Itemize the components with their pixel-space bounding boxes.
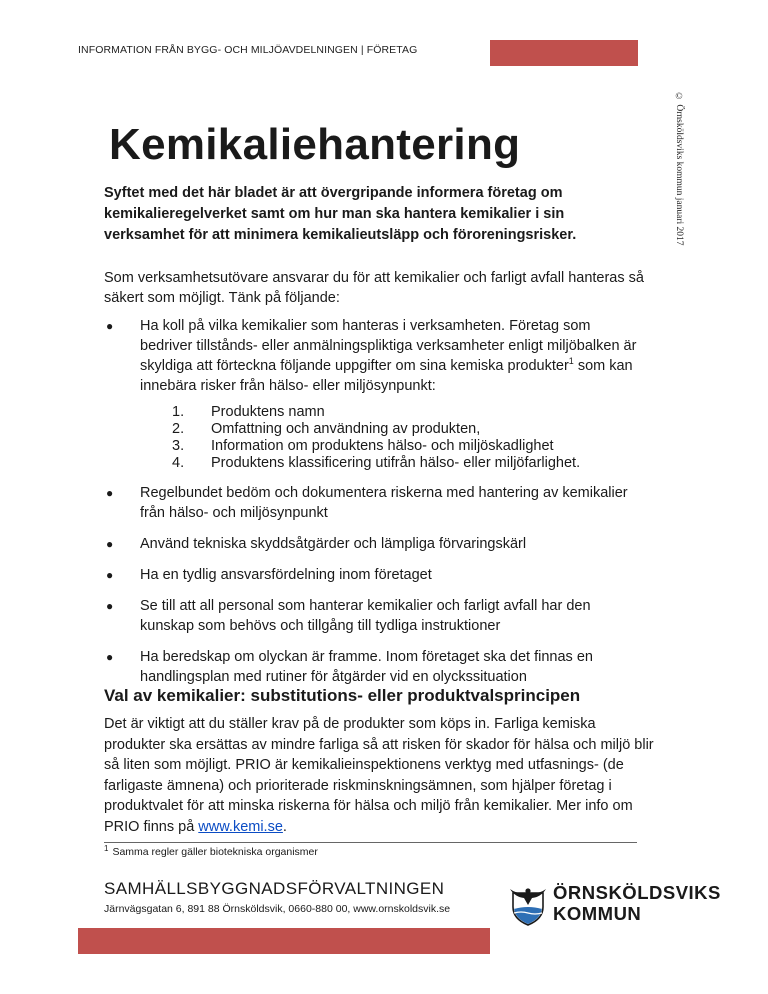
header-text: INFORMATION FRÅN BYGG- OCH MILJÖAVDELNINGEN | FÖRETAG bbox=[78, 44, 418, 56]
bullet-text: Ha beredskap om olyckan är framme. Inom företaget ska det finnas en handlingsplan med rutiner för åtgärder vid en olyckssituation bbox=[140, 649, 593, 685]
numbered-item bbox=[172, 455, 644, 472]
item-text: Omfattning och användning av produkten, bbox=[211, 421, 481, 437]
header-accent-bar bbox=[490, 40, 638, 66]
section-text-end: . bbox=[282, 818, 287, 835]
bullet-text: Se till att all personal som hanterar kemikalier och farligt avfall har den kunskap som behövs och tillgång till tydliga instruktioner bbox=[140, 598, 591, 634]
bullet-icon: ● bbox=[106, 568, 114, 582]
bullet-text: Använd tekniska skyddsåtgärder och lämpliga förvaringskärl bbox=[140, 536, 527, 552]
footnote-marker: 1 bbox=[104, 843, 109, 853]
footnote-divider bbox=[104, 842, 637, 843]
footnote bbox=[104, 843, 318, 858]
organization-address: Järnvägsgatan 6, 891 88 Örnsköldsvik, 0660-880 00, www.ornskoldsvik.se bbox=[104, 903, 451, 915]
page-title: Kemikaliehantering bbox=[109, 120, 521, 169]
bullet-icon: ● bbox=[106, 650, 114, 664]
lead-paragraph: Som verksamhetsutövare ansvarar du för att kemikalier och farligt avfall hanteras så säkert som möjligt. Tänk på följande: bbox=[104, 270, 644, 306]
list-item bbox=[104, 483, 644, 523]
logo-wordmark bbox=[553, 882, 721, 924]
item-text: Produktens klassificering utifrån hälso- eller miljöfarlighet. bbox=[211, 455, 581, 471]
bullet-icon: ● bbox=[106, 537, 114, 551]
item-number: 3. bbox=[172, 438, 185, 454]
organization-name: SAMHÄLLSBYGGNADSFÖRVALTNINGEN bbox=[104, 879, 445, 898]
kemi-link[interactable]: www.kemi.se bbox=[198, 818, 283, 835]
bullet-icon: ● bbox=[106, 599, 114, 613]
footnote-ref: 1 bbox=[568, 356, 574, 367]
numbered-item bbox=[172, 404, 644, 421]
numbered-item bbox=[172, 421, 644, 438]
item-text: Produktens namn bbox=[211, 404, 325, 420]
logo-line-1: ÖRNSKÖLDSVIKS bbox=[553, 882, 721, 903]
bullet-text-continued: som kan innebära risker från hälso- eller miljösynpunkt: bbox=[140, 358, 633, 394]
list-item bbox=[104, 534, 644, 554]
item-number: 2. bbox=[172, 421, 185, 437]
bullet-text: Ha koll på vilka kemikalier som hanteras i verksamheten. Företag som bedriver tillstånds- eller anmälningspliktiga verksamheter enligt miljöbalken är skyldiga att förteckna följande uppgifter om sina kemiska produkter bbox=[140, 318, 637, 374]
checklist bbox=[104, 316, 644, 698]
bullet-icon: ● bbox=[106, 319, 114, 333]
bullet-text: Regelbundet bedöm och dokumentera riskerna med hantering av kemikalier från hälso- och miljösynpunkt bbox=[140, 485, 628, 521]
list-item bbox=[104, 596, 644, 636]
section-heading: Val av kemikalier: substitutions- eller produktvalsprincipen bbox=[104, 686, 581, 705]
footer-accent-bar bbox=[78, 928, 490, 954]
item-text: Information om produktens hälso- och miljöskadlighet bbox=[211, 438, 554, 454]
numbered-item bbox=[172, 438, 644, 455]
copyright-side-note: © Örnsköldsviks kommun januari 2017 bbox=[674, 92, 684, 246]
municipality-crest-icon bbox=[508, 883, 548, 927]
bullet-text: Ha en tydlig ansvarsfördelning inom företaget bbox=[140, 567, 432, 583]
section-text: Det är viktigt att du ställer krav på de produkter som köps in. Farliga kemiska produkter ska ersättas av mindre farliga så att risken för skador för hälsa och miljö blir så liten som möjligt. PRIO är kemikalieinspektionens verktyg med utfasnings- (de farligaste ämnena) och prioriterade riskminskningsämnen, som hjälper företag i produktvalet för att minska riskerna för hälsa och miljö från kemikalier. Mer info om PRIO finns på bbox=[104, 716, 654, 835]
item-number: 1. bbox=[172, 404, 185, 420]
logo-line-2: KOMMUN bbox=[553, 903, 642, 924]
intro-paragraph: Syftet med det här bladet är att övergripande informera företag om kemikalieregelverket samt om hur man ska hantera kemikalier i sin verksamhet för att minimera kemikalieutsläpp och föroreningsrisker. bbox=[104, 185, 577, 243]
footnote-text: Samma regler gäller biotekniska organismer bbox=[112, 846, 318, 858]
required-info-list bbox=[140, 404, 644, 472]
item-number: 4. bbox=[172, 455, 185, 471]
bullet-icon: ● bbox=[106, 486, 114, 500]
section-paragraph bbox=[104, 714, 654, 837]
list-item bbox=[104, 565, 644, 585]
list-item bbox=[104, 316, 644, 472]
list-item bbox=[104, 647, 644, 687]
